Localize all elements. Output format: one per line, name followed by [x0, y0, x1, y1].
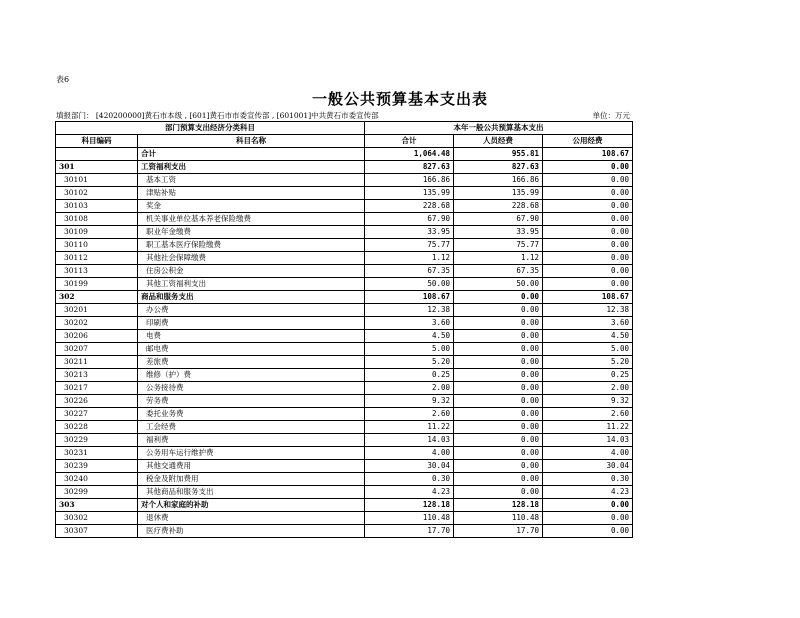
- row-personnel: 50.00: [454, 278, 543, 291]
- row-code: 30240: [56, 473, 138, 486]
- row-public: 0.00: [543, 252, 633, 265]
- row-public: 0.00: [543, 174, 633, 187]
- row-total: 110.48: [365, 512, 454, 525]
- unit-label: 单位：万元: [592, 111, 630, 120]
- table-row: [56, 330, 633, 343]
- row-personnel: 0.00: [454, 447, 543, 460]
- table-row: [56, 252, 633, 265]
- row-personnel: 0.00: [454, 356, 543, 369]
- row-total: 14.03: [365, 434, 454, 447]
- row-public: 0.00: [543, 226, 633, 239]
- row-personnel: 75.77: [454, 239, 543, 252]
- row-name: 基本工资: [138, 174, 365, 187]
- row-public: 4.50: [543, 330, 633, 343]
- row-personnel: 228.68: [454, 200, 543, 213]
- row-code: 30206: [56, 330, 138, 343]
- row-total: 3.60: [365, 317, 454, 330]
- row-personnel: 0.00: [454, 434, 543, 447]
- row-public: 30.04: [543, 460, 633, 473]
- row-personnel: 0.00: [454, 317, 543, 330]
- row-name: 工资福利支出: [138, 161, 365, 174]
- row-total: 12.38: [365, 304, 454, 317]
- row-personnel: 135.99: [454, 187, 543, 200]
- row-name: 合计: [138, 148, 365, 161]
- row-total: 17.70: [365, 525, 454, 538]
- row-personnel: 955.81: [454, 148, 543, 161]
- table-row: [56, 239, 633, 252]
- row-total: 75.77: [365, 239, 454, 252]
- table-row: [56, 525, 633, 538]
- row-total: 67.35: [365, 265, 454, 278]
- row-code: 30110: [56, 239, 138, 252]
- row-public: 0.00: [543, 161, 633, 174]
- row-total: 11.22: [365, 421, 454, 434]
- row-name: 其他工资福利支出: [138, 278, 365, 291]
- row-personnel: 67.35: [454, 265, 543, 278]
- row-code: 302: [56, 291, 138, 304]
- header-public: 公用经费: [543, 135, 633, 148]
- header-group-expenditure: 本年一般公共预算基本支出: [365, 122, 633, 135]
- row-name: 对个人和家庭的补助: [138, 499, 365, 512]
- header-column-row: [56, 135, 633, 148]
- row-public: 5.20: [543, 356, 633, 369]
- row-total: 5.00: [365, 343, 454, 356]
- row-total: 128.18: [365, 499, 454, 512]
- row-total: 9.32: [365, 395, 454, 408]
- row-public: 12.38: [543, 304, 633, 317]
- row-total: 135.99: [365, 187, 454, 200]
- table-row: [56, 174, 633, 187]
- header-name: 科目名称: [138, 135, 365, 148]
- header-total: 合计: [365, 135, 454, 148]
- row-total: 0.30: [365, 473, 454, 486]
- budget-table: [55, 121, 633, 538]
- row-code: 303: [56, 499, 138, 512]
- row-name: 津贴补贴: [138, 187, 365, 200]
- row-public: 0.00: [543, 187, 633, 200]
- row-total: 108.67: [365, 291, 454, 304]
- row-code: 30113: [56, 265, 138, 278]
- row-public: 11.22: [543, 421, 633, 434]
- row-public: 0.00: [543, 213, 633, 226]
- row-personnel: 0.00: [454, 369, 543, 382]
- table-row: [56, 356, 633, 369]
- row-total: 1,064.48: [365, 148, 454, 161]
- row-name: 医疗费补助: [138, 525, 365, 538]
- row-code: 30199: [56, 278, 138, 291]
- row-personnel: 0.00: [454, 486, 543, 499]
- row-code: 30207: [56, 343, 138, 356]
- row-name: 职工基本医疗保险缴费: [138, 239, 365, 252]
- table-row: [56, 200, 633, 213]
- header-personnel: 人员经费: [454, 135, 543, 148]
- header-code: 科目编码: [56, 135, 138, 148]
- row-total: 4.00: [365, 447, 454, 460]
- table-row: [56, 473, 633, 486]
- row-name: 委托业务费: [138, 408, 365, 421]
- row-code: 30103: [56, 200, 138, 213]
- row-personnel: 67.90: [454, 213, 543, 226]
- row-personnel: 166.86: [454, 174, 543, 187]
- table-row: [56, 434, 633, 447]
- table-row: [56, 187, 633, 200]
- row-code: 30299: [56, 486, 138, 499]
- row-public: 108.67: [543, 148, 633, 161]
- row-code: 30217: [56, 382, 138, 395]
- row-total: 4.23: [365, 486, 454, 499]
- row-public: 0.25: [543, 369, 633, 382]
- row-total: 166.86: [365, 174, 454, 187]
- row-name: 机关事业单位基本养老保险缴费: [138, 213, 365, 226]
- table-row: [56, 369, 633, 382]
- row-name: 奖金: [138, 200, 365, 213]
- row-name: 住房公积金: [138, 265, 365, 278]
- row-personnel: 110.48: [454, 512, 543, 525]
- table-row: [56, 278, 633, 291]
- row-public: 0.00: [543, 265, 633, 278]
- row-name: 印刷费: [138, 317, 365, 330]
- row-name: 职业年金缴费: [138, 226, 365, 239]
- row-public: 2.60: [543, 408, 633, 421]
- row-code: 30239: [56, 460, 138, 473]
- table-row: [56, 447, 633, 460]
- table-row: [56, 408, 633, 421]
- row-name: 差旅费: [138, 356, 365, 369]
- row-personnel: 0.00: [454, 408, 543, 421]
- row-code: 30101: [56, 174, 138, 187]
- row-public: 0.30: [543, 473, 633, 486]
- row-name: 公务接待费: [138, 382, 365, 395]
- row-personnel: 0.00: [454, 460, 543, 473]
- row-name: 工会经费: [138, 421, 365, 434]
- table-number: 表6: [56, 75, 70, 84]
- row-public: 0.00: [543, 525, 633, 538]
- row-total: 30.04: [365, 460, 454, 473]
- row-name: 劳务费: [138, 395, 365, 408]
- row-total: 228.68: [365, 200, 454, 213]
- row-code: 30228: [56, 421, 138, 434]
- row-name: 福利费: [138, 434, 365, 447]
- row-code: 30211: [56, 356, 138, 369]
- table-row: [56, 265, 633, 278]
- header-group-row: [56, 122, 633, 135]
- row-personnel: 0.00: [454, 343, 543, 356]
- table-row: [56, 499, 633, 512]
- row-code: 30102: [56, 187, 138, 200]
- row-public: 4.00: [543, 447, 633, 460]
- row-public: 14.03: [543, 434, 633, 447]
- row-name: 电费: [138, 330, 365, 343]
- table-row: [56, 512, 633, 525]
- row-code: 30202: [56, 317, 138, 330]
- row-public: 0.00: [543, 278, 633, 291]
- row-code: 30213: [56, 369, 138, 382]
- row-code: 30302: [56, 512, 138, 525]
- table-row: [56, 382, 633, 395]
- row-personnel: 0.00: [454, 473, 543, 486]
- row-personnel: 17.70: [454, 525, 543, 538]
- table-row: [56, 486, 633, 499]
- row-name: 公务用车运行维护费: [138, 447, 365, 460]
- row-name: 办公费: [138, 304, 365, 317]
- row-public: 2.00: [543, 382, 633, 395]
- table-row: [56, 291, 633, 304]
- row-total: 50.00: [365, 278, 454, 291]
- row-total: 2.60: [365, 408, 454, 421]
- row-public: 9.32: [543, 395, 633, 408]
- row-code: 30307: [56, 525, 138, 538]
- row-name: 税金及附加费用: [138, 473, 365, 486]
- row-personnel: 0.00: [454, 421, 543, 434]
- row-public: 108.67: [543, 291, 633, 304]
- row-total: 5.20: [365, 356, 454, 369]
- row-total: 0.25: [365, 369, 454, 382]
- row-code: 30108: [56, 213, 138, 226]
- row-public: 0.00: [543, 239, 633, 252]
- row-personnel: 1.12: [454, 252, 543, 265]
- table-row: [56, 460, 633, 473]
- row-code: 301: [56, 161, 138, 174]
- table-row: [56, 395, 633, 408]
- row-name: 其他商品和服务支出: [138, 486, 365, 499]
- row-personnel: 0.00: [454, 304, 543, 317]
- row-total: 2.00: [365, 382, 454, 395]
- row-public: 5.00: [543, 343, 633, 356]
- row-name: 商品和服务支出: [138, 291, 365, 304]
- row-code: 30112: [56, 252, 138, 265]
- row-code: 30229: [56, 434, 138, 447]
- row-name: 其他社会保障缴费: [138, 252, 365, 265]
- row-personnel: 128.18: [454, 499, 543, 512]
- row-name: 维修（护）费: [138, 369, 365, 382]
- header-group-classification: 部门预算支出经济分类科目: [56, 122, 365, 135]
- row-total: 827.63: [365, 161, 454, 174]
- table-row: [56, 317, 633, 330]
- row-personnel: 0.00: [454, 382, 543, 395]
- row-code: 30226: [56, 395, 138, 408]
- row-total: 4.50: [365, 330, 454, 343]
- page-title: 一般公共预算基本支出表: [311, 90, 488, 108]
- row-name: 邮电费: [138, 343, 365, 356]
- row-personnel: 827.63: [454, 161, 543, 174]
- table-row: [56, 213, 633, 226]
- row-public: 0.00: [543, 499, 633, 512]
- row-public: 0.00: [543, 512, 633, 525]
- table-row: [56, 304, 633, 317]
- row-name: 其他交通费用: [138, 460, 365, 473]
- row-public: 4.23: [543, 486, 633, 499]
- table-row: [56, 226, 633, 239]
- row-code: [56, 148, 138, 161]
- row-name: 退休费: [138, 512, 365, 525]
- row-code: 30231: [56, 447, 138, 460]
- row-personnel: 0.00: [454, 395, 543, 408]
- row-total: 33.95: [365, 226, 454, 239]
- row-personnel: 0.00: [454, 330, 543, 343]
- table-row: [56, 343, 633, 356]
- row-personnel: 0.00: [454, 291, 543, 304]
- table-row: [56, 161, 633, 174]
- row-public: 3.60: [543, 317, 633, 330]
- row-code: 30227: [56, 408, 138, 421]
- row-code: 30201: [56, 304, 138, 317]
- row-total: 1.12: [365, 252, 454, 265]
- row-public: 0.00: [543, 200, 633, 213]
- row-total: 67.90: [365, 213, 454, 226]
- table-row: [56, 421, 633, 434]
- reporting-department: 填报部门： [420200000]黄石市本级 , [601]黄石市市委宣传部 , [601001]中共黄石市委宣传部: [56, 111, 379, 120]
- row-personnel: 33.95: [454, 226, 543, 239]
- table-body: [56, 148, 633, 538]
- table-row: [56, 148, 633, 161]
- row-code: 30109: [56, 226, 138, 239]
